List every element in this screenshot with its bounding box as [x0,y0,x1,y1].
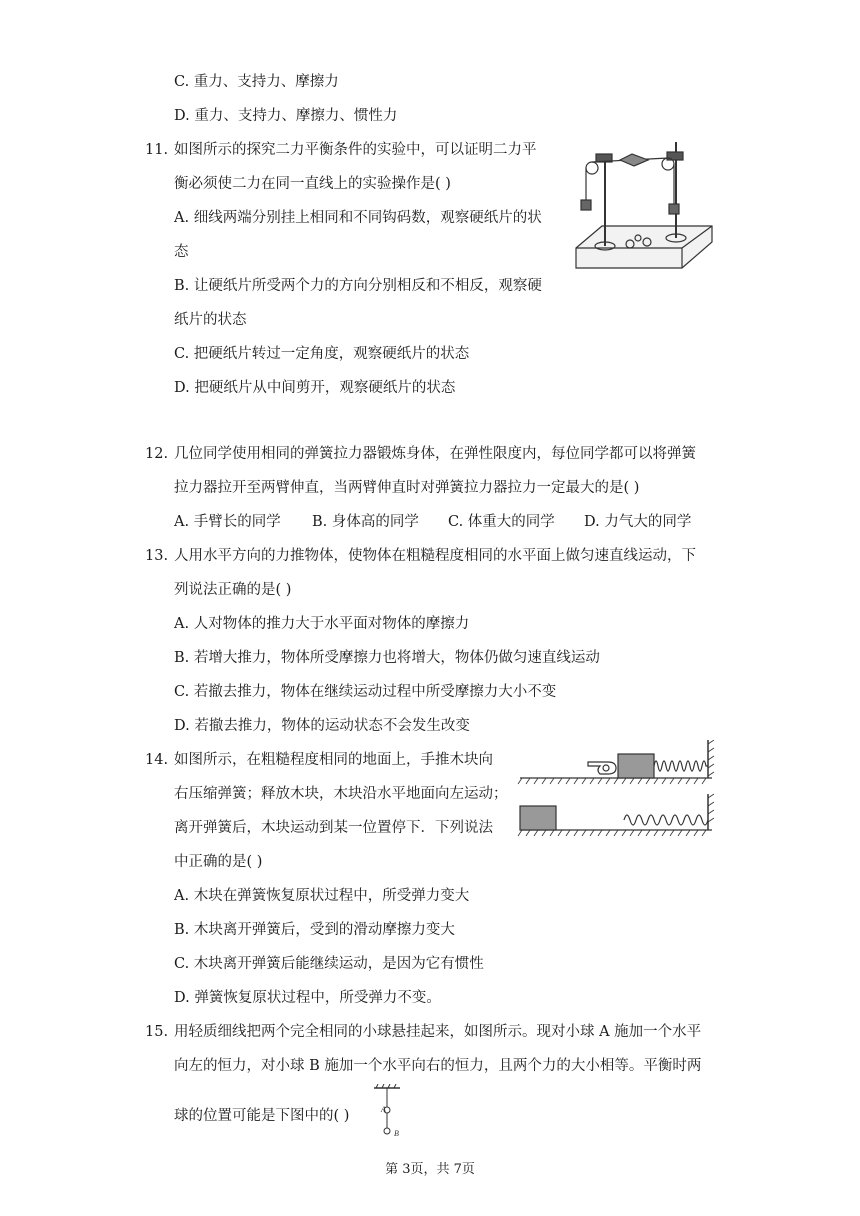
q11-option-a-line1: A. 细线两端分别挂上相同和不同钩码数，观察硬纸片的状 [174,210,542,226]
q15-stem-line1: 用轻质细线把两个完全相同的小球悬挂起来，如图所示。现对小球 A 施加一个水平 [174,1024,702,1040]
q14-stem-line4: 中正确的是( ) [174,854,263,870]
q14-stem-line2: 右压缩弹簧；释放木块，木块沿水平地面向左运动； [174,786,508,802]
hanging-balls-figure [370,1084,410,1144]
q14-option-d: D. 弹簧恢复原状过程中，所受弹力不变。 [174,990,441,1006]
q11-option-c: C. 把硬纸片转过一定角度，观察硬纸片的状态 [174,346,470,362]
q14-option-a: A. 木块在弹簧恢复原状过程中，所受弹力变大 [174,888,470,904]
q14-stem-line3: 离开弹簧后，木块运动到某一位置停下．下列说法 [174,820,493,836]
ball-a-label: A [381,1105,386,1114]
page-footer: 第 3页，共 7页 [385,1162,475,1177]
q13-stem-line2: 列说法正确的是( ) [174,582,292,598]
q12-stem-line2: 拉力器拉开至两臂伸直，当两臂伸直时对弹簧拉力器拉力一定最大的是( ) [174,480,640,496]
q13-stem-line1: 人用水平方向的力推物体，使物体在粗糙程度相同的水平面上做匀速直线运动，下 [174,548,696,564]
q12-option-a: A. 手臂长的同学 [174,514,281,530]
q15-stem-line3: 球的位置可能是下图中的( ) [174,1108,350,1124]
q14-stem-line1: 如图所示，在粗糙程度相同的地面上，手推木块向 [174,752,493,768]
q11-option-b-line2: 纸片的状态 [174,312,247,328]
q11-option-b-line1: B. 让硬纸片所受两个力的方向分别相反和不相反，观察硬 [174,278,542,294]
q13-option-a: A. 人对物体的推力大于水平面对物体的摩擦力 [174,616,470,632]
q11-stem-line2: 衡必须使二力在同一直线上的实验操作是( ) [174,176,451,192]
q11-stem-line1: 如图所示的探究二力平衡条件的实验中，可以证明二力平 [174,142,537,158]
q10-option-c: C. 重力、支持力、摩擦力 [174,74,339,90]
q12-option-c: C. 体重大的同学 [448,514,555,530]
q13-number: 13. [145,548,169,564]
q10-option-d: D. 重力、支持力、摩擦力、惯性力 [174,108,398,124]
q14-option-c: C. 木块离开弹簧后能继续运动，是因为它有惯性 [174,956,484,972]
q13-option-c: C. 若撤去推力，物体在继续运动过程中所受摩擦力大小不变 [174,684,557,700]
q12-stem-line1: 几位同学使用相同的弹簧拉力器锻炼身体，在弹性限度内，每位同学都可以将弹簧 [174,446,696,462]
q14-option-b: B. 木块离开弹簧后，受到的滑动摩擦力变大 [174,922,455,938]
q12-option-d: D. 力气大的同学 [584,514,692,530]
q15-number: 15. [145,1024,169,1040]
q14-number: 14. [145,752,169,768]
q13-option-b: B. 若增大推力，物体所受摩擦力也将增大，物体仍做匀速直线运动 [174,650,600,666]
q12-number: 12. [145,446,169,462]
block-spring-figure [516,740,716,840]
ball-b-label: B [394,1129,399,1138]
q11-number: 11. [145,142,169,158]
q11-option-d: D. 把硬纸片从中间剪开，观察硬纸片的状态 [174,380,456,396]
q12-option-b: B. 身体高的同学 [312,514,419,530]
q11-option-a-line2: 态 [174,244,189,260]
q13-option-d: D. 若撤去推力，物体的运动状态不会发生改变 [174,718,470,734]
balance-apparatus-figure [572,134,720,272]
q15-stem-line2: 向左的恒力，对小球 B 施加一个水平向右的恒力，且两个力的大小相等。平衡时两 [174,1058,702,1074]
